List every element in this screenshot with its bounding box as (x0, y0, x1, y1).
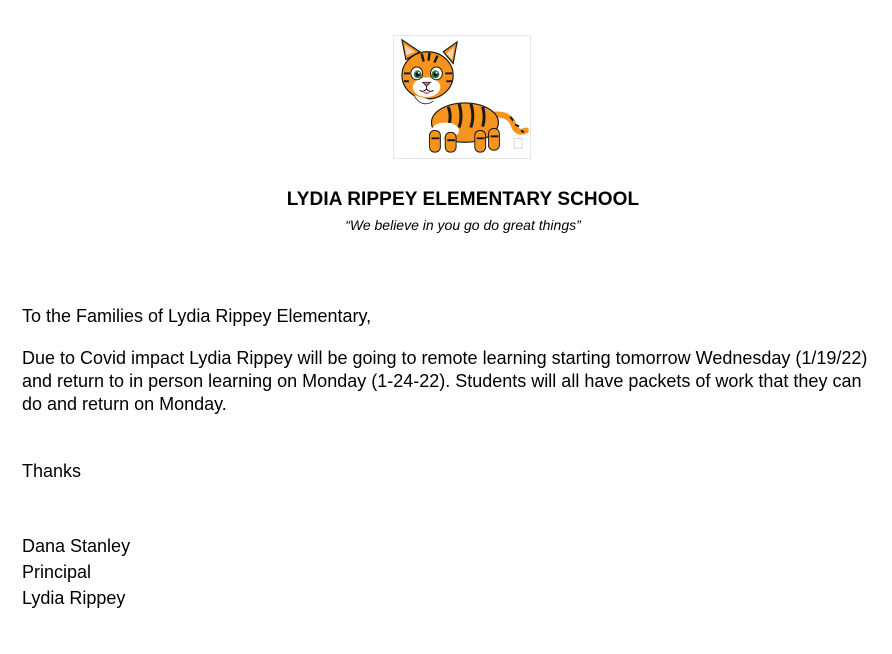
tiger-cub-icon (393, 35, 531, 159)
letter-greeting: To the Families of Lydia Rippey Elementary, (22, 306, 372, 326)
school-name: LYDIA RIPPEY ELEMENTARY SCHOOL (286, 189, 640, 210)
signer-school: Lydia Rippey (22, 588, 126, 608)
letter-body: Due to Covid impact Lydia Rippey will be going to remote learning starting tomorrow Wednesday (1/19/22) and return to in person learning on Monday (1-24-22). Students will all have packets of work that they can do and return on Monday. (22, 348, 868, 414)
school-motto: “We believe in you go do great things” (345, 217, 581, 233)
letter-closing: Thanks (22, 461, 82, 481)
signer-name: Dana Stanley (22, 536, 131, 556)
signer-title: Principal (22, 562, 92, 582)
